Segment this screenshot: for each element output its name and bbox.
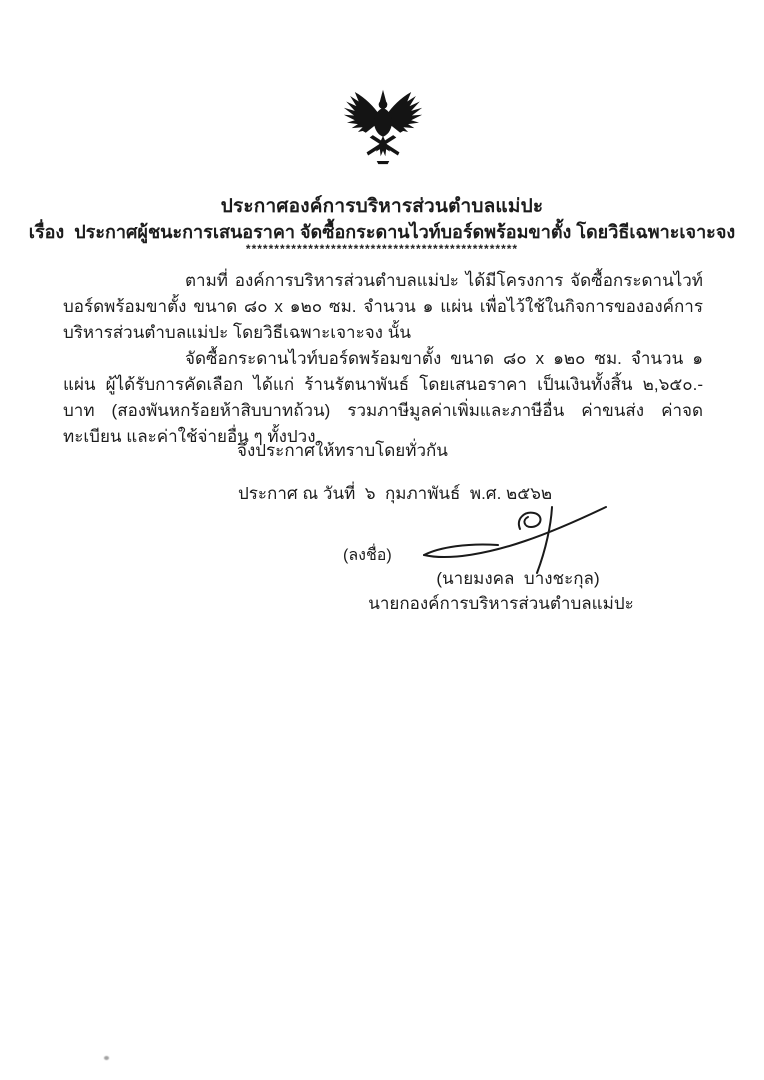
closing-statement: จึงประกาศให้ทราบโดยทั่วกัน bbox=[237, 441, 448, 460]
body-paragraph-1: ตามที่ องค์การบริหารส่วนตำบลแม่ปะ ได้มีโครงการ จัดซื้อกระดานไวท์บอร์ดพร้อมขาตั้ง ขนาด ๘๐ x ๑๒๐ ซม. จำนวน ๑ แผ่น เพื่อไว้ใช้ในกิจการขององค์การบริหารส่วนตำบลแม่ปะ โดยวิธีเฉพาะเจาะจง นั้น bbox=[63, 271, 703, 342]
signer-position-title: นายกองค์การบริหารส่วนตำบลแม่ปะ bbox=[368, 594, 634, 613]
signature-label: (ลงชื่อ) bbox=[343, 547, 392, 564]
garuda-emblem-icon bbox=[336, 82, 430, 182]
announcement-subject-line: เรื่อง ประกาศผู้ชนะการเสนอราคา จัดซื้อกระดานไวท์บอร์ดพร้อมขาตั้ง โดยวิธีเฉพาะเจาะจง bbox=[28, 222, 736, 242]
asterisk-divider: ************************************************ bbox=[245, 242, 519, 256]
announcement-org-title: ประกาศองค์การบริหารส่วนตำบลแม่ปะ bbox=[220, 196, 544, 217]
announcement-body bbox=[63, 268, 703, 450]
announcement-date-line: ประกาศ ณ วันที่ ๖ กุมภาพันธ์ พ.ศ. ๒๕๖๒ bbox=[238, 484, 553, 503]
signer-name: (นายมงคล บางชะกุล) bbox=[436, 569, 600, 588]
body-paragraph-2: จัดซื้อกระดานไวท์บอร์ดพร้อมขาตั้ง ขนาด ๘๐ x ๑๒๐ ซม. จำนวน ๑ แผ่น ผู้ได้รับการคัดเลือก ได้แก่ ร้านรัตนาพันธ์ โดยเสนอราคา เป็นเงินทั้งสิ้น ๒,๖๕๐.- บาท (สองพันหกร้อยห้าสิบบาทถ้วน) รวมภาษีมูลค่าเพิ่มและภาษีอื่น ค่าขนส่ง ค่าจดทะเบียน และค่าใช้จ่ายอื่น ๆ ทั้งปวง bbox=[63, 349, 703, 446]
scan-artifact-speck bbox=[104, 1056, 109, 1060]
